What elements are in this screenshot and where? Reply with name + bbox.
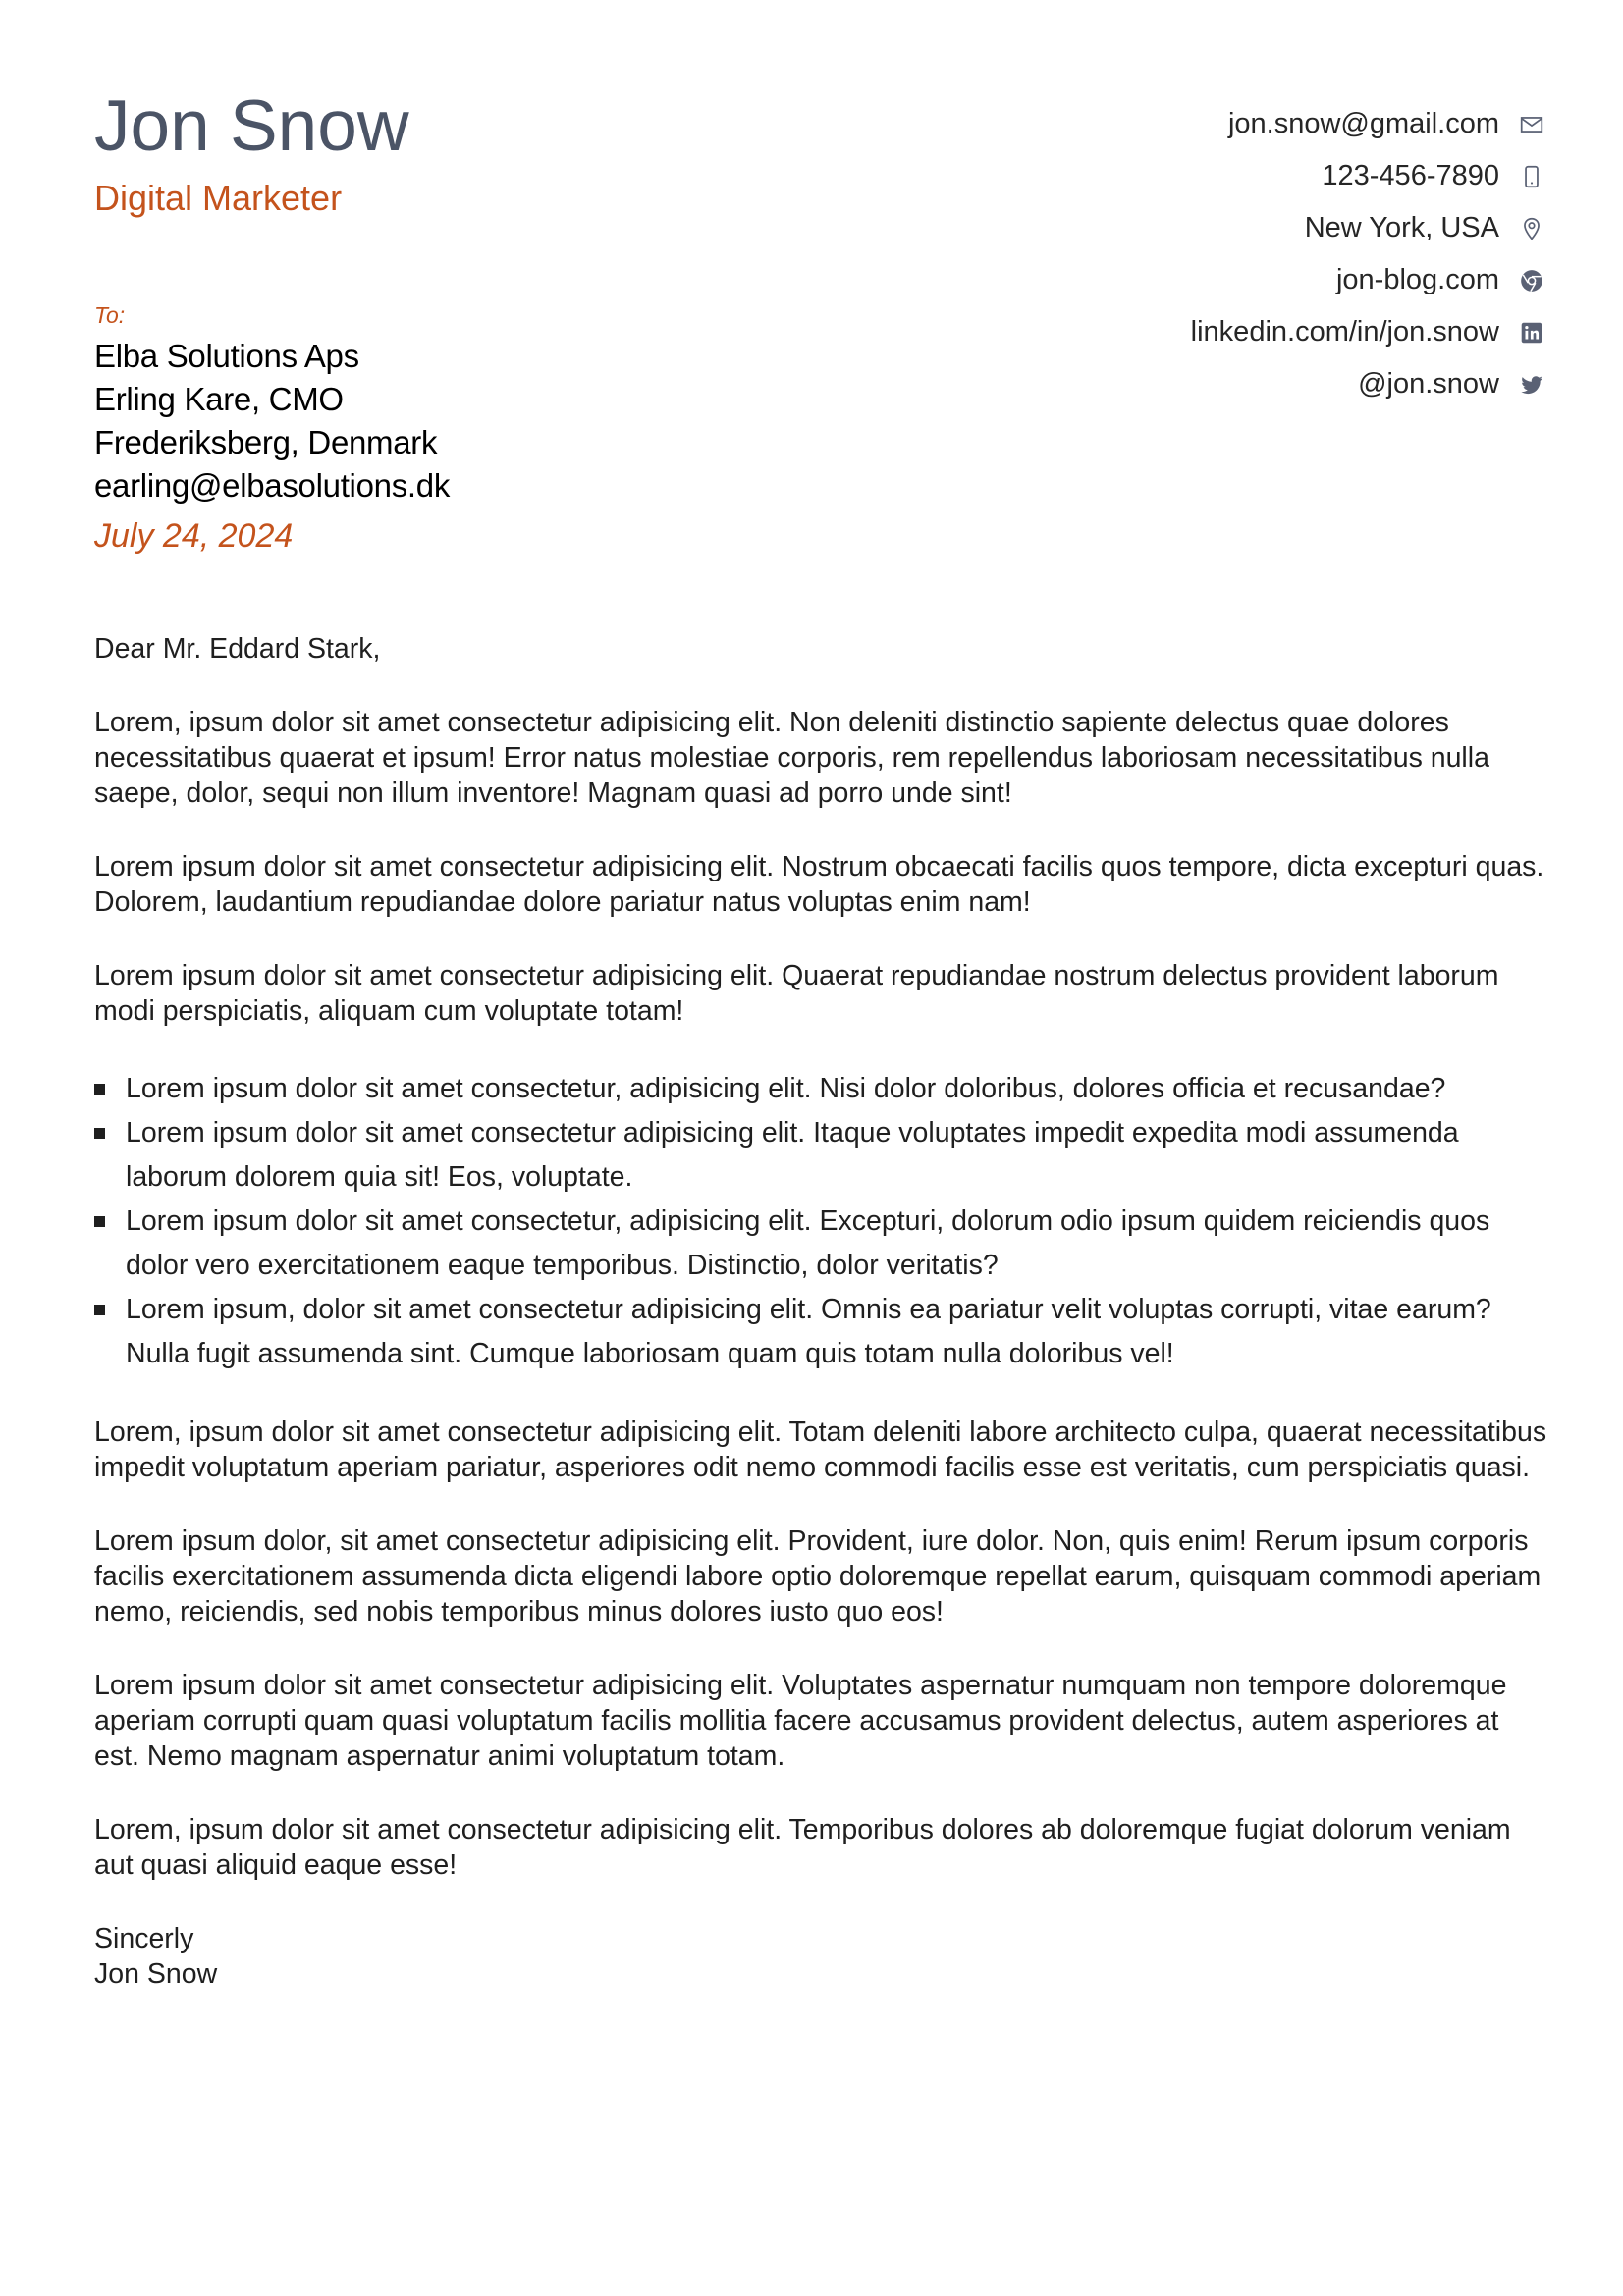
recipient-location: Frederiksberg, Denmark [94,424,438,460]
contact-email-text: jon.snow@gmail.com [1227,108,1499,139]
bullet-item: Lorem ipsum dolor sit amet consectetur adipisicing elit. Itaque voluptates impedit expedita modi assumenda laborum dolorem quia sit! Eos, voluptate. [94,1111,1549,1200]
contact-linkedin[interactable] [1191,306,1546,358]
chrome-icon [1517,266,1546,295]
to-label: To: [94,302,126,328]
phone-icon [1517,162,1546,191]
location-pin-icon [1517,214,1546,243]
twitter-icon [1517,370,1546,400]
contact-twitter-text: @jon.snow [1358,368,1499,400]
letter-body [94,631,1549,1992]
letter-date: July 24, 2024 [94,517,294,555]
paragraph: Lorem ipsum dolor sit amet consectetur adipisicing elit. Voluptates aspernatur numquam non tempore doloremque aperiam corrupti quam quasi voluptatum facilis mollitia facere accusamus provident delectus, autem asperiores at est. Nemo magnam aspernatur animi voluptatum totam. [94,1670,1507,1772]
contact-website[interactable] [1191,254,1546,306]
contact-twitter[interactable] [1191,358,1546,410]
greeting: Dear Mr. Eddard Stark, [94,633,381,665]
contact-phone[interactable] [1191,150,1546,202]
contact-location-text: New York, USA [1304,212,1499,243]
bullet-item: Lorem ipsum dolor sit amet consectetur, adipisicing elit. Excepturi, dolorum odio ipsum quidem reiciendis quos dolor vero exercitationem eaque temporibus. Distinctio, dolor veritatis? [94,1200,1549,1288]
recipient-company: Elba Solutions Aps [94,338,359,374]
paragraph: Lorem ipsum dolor sit amet consectetur adipisicing elit. Nostrum obcaecati facilis quos tempore, dicta excepturi quas. Dolorem, laudantium repudiandae dolore pariatur natus voluptas enim nam! [94,851,1544,918]
paragraph: Lorem, ipsum dolor sit amet consectetur adipisicing elit. Non deleniti distinctio sapiente delectus quae dolores necessitatibus quaerat et ipsum! Error natus molestiae corporis, rem repellendus laboriosam necessitatibus nulla saepe, dolor, sequi non illum inventore! Magnam quasi ad porro unde sint! [94,707,1489,809]
bullet-item: Lorem ipsum dolor sit amet consectetur, adipisicing elit. Nisi dolor doloribus, dolores officia et recusandae? [94,1067,1549,1111]
signature: Jon Snow [94,1958,218,1990]
contact-list [1191,98,1546,410]
bullet-list [94,1067,1549,1376]
paragraph: Lorem ipsum dolor, sit amet consectetur adipisicing elit. Provident, iure dolor. Non, quis enim! Rerum ipsum corporis facilis exercitationem assumenda dicta eligendi labore optio doloremque repellat earum, quisquam commodi aperiam nemo, reiciendis, sed nobis temporibus minus dolores iusto quo eos! [94,1525,1542,1628]
contact-website-text: jon-blog.com [1335,264,1499,295]
header [94,86,409,219]
bullet-item: Lorem ipsum, dolor sit amet consectetur adipisicing elit. Omnis ea pariatur velit voluptas corrupti, vitae earum? Nulla fugit assumenda sint. Cumque laboriosam quam quis totam nulla doloribus vel! [94,1288,1549,1376]
closing: Sincerly [94,1923,194,1954]
recipient-email: earling@elbasolutions.dk [94,467,451,504]
recipient-person: Erling Kare, CMO [94,381,344,417]
contact-linkedin-text: linkedin.com/in/jon.snow [1190,316,1499,347]
contact-email[interactable] [1191,98,1546,150]
applicant-position: Digital Marketer [94,178,343,218]
recipient-block [94,302,450,556]
linkedin-icon [1517,318,1546,347]
paragraph: Lorem ipsum dolor sit amet consectetur adipisicing elit. Quaerat repudiandae nostrum delectus provident laborum modi perspiciatis, aliquam cum voluptate totam! [94,960,1499,1027]
envelope-icon [1517,110,1546,139]
contact-phone-text: 123-456-7890 [1322,160,1499,191]
paragraph: Lorem, ipsum dolor sit amet consectetur adipisicing elit. Totam deleniti labore architecto culpa, quaerat necessitatibus impedit voluptatum aperiam pariatur, asperiores odit nemo commodi facilis esse est veritatis, cum perspiciatis quasi. [94,1416,1547,1483]
applicant-name: Jon Snow [94,86,409,166]
contact-location [1191,202,1546,254]
paragraph: Lorem, ipsum dolor sit amet consectetur adipisicing elit. Temporibus dolores ab doloremque fugiat dolorum veniam aut quasi aliquid eaque esse! [94,1814,1511,1881]
